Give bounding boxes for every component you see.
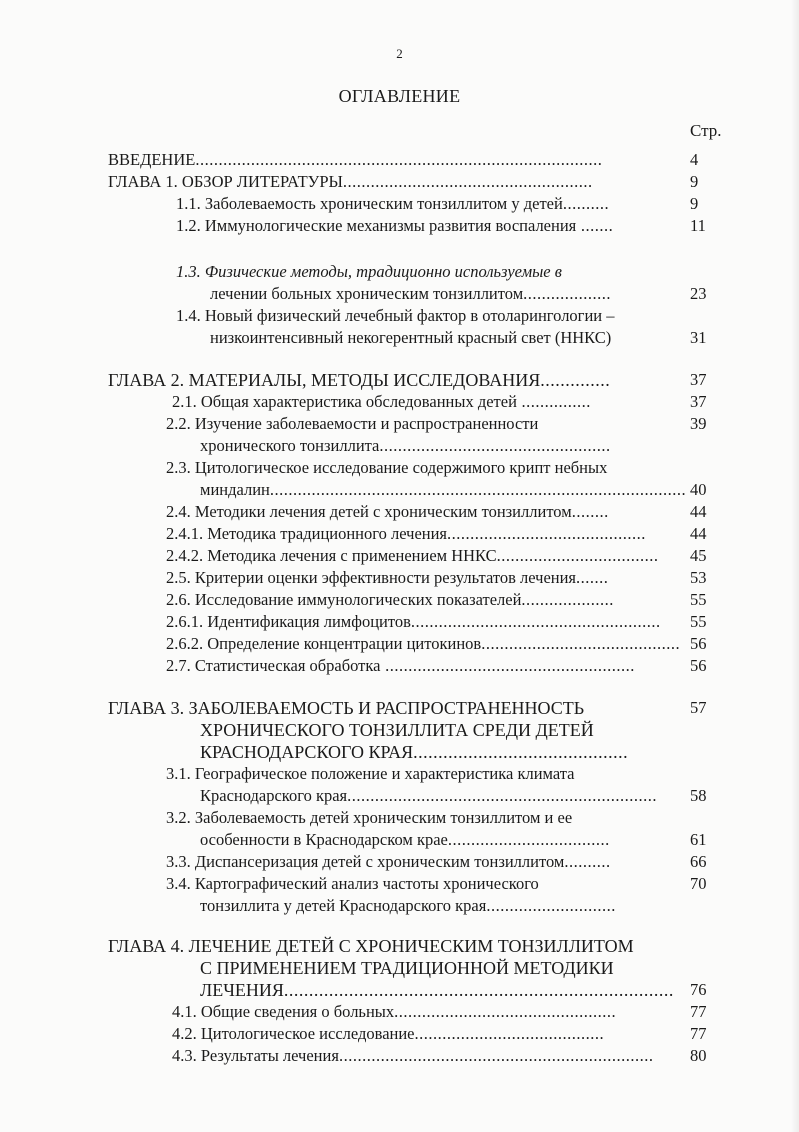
toc-page: 23 [690,284,707,303]
toc-page: 55 [690,590,707,609]
toc-entry-3-4-cont[interactable]: тонзиллита у детей Краснодарского края............................ [200,896,616,915]
page-number: 2 [396,46,403,61]
toc-entry-chapter-4[interactable]: ГЛАВА 4. ЛЕЧЕНИЕ ДЕТЕЙ С ХРОНИЧЕСКИМ ТОНЗИЛЛИТОМ [108,936,634,956]
toc-entry-2-2[interactable]: 2.2. Изучение заболеваемости и распространенности [166,414,539,433]
toc-entry-2-3-cont[interactable]: миндалин.......................................................................................... [200,480,686,499]
toc-page: 4 [690,150,699,169]
toc-page: 55 [690,612,707,631]
toc-page: 9 [690,194,699,213]
toc-entry-2-4-1[interactable]: 2.4.1. Методика традиционного лечения........................................... [166,524,646,543]
toc-page: 44 [690,502,707,521]
toc-page: 66 [690,852,707,871]
toc-page: 76 [690,980,707,999]
toc-entry-chapter-3[interactable]: ГЛАВА 3. ЗАБОЛЕВАЕМОСТЬ И РАСПРОСТРАНЕННОСТЬ [108,698,585,718]
toc-page: 39 [690,414,707,433]
toc-entry-2-5[interactable]: 2.5. Критерии оценки эффективности результатов лечения....... [166,568,609,587]
toc-entry-3-3[interactable]: 3.3. Диспансеризация детей с хроническим тонзиллитом.......... [166,852,611,871]
toc-page: 37 [690,370,707,389]
toc-page: 44 [690,524,707,543]
toc-entry-2-6-2[interactable]: 2.6.2. Определение концентрации цитокинов........................................... [166,634,681,653]
toc-page: 58 [690,786,707,805]
toc-entry-3-4[interactable]: 3.4. Картографический анализ частоты хронического [166,874,539,893]
toc-entry-2-4[interactable]: 2.4. Методики лечения детей с хроническим тонзиллитом........ [166,502,609,521]
toc-entry-2-3[interactable]: 2.3. Цитологическое исследование содержимого крипт небных [166,458,608,477]
toc-entry-1-4[interactable]: 1.4. Новый физический лечебный фактор в отоларингологии – [176,306,615,325]
toc-entry-1-4-cont[interactable]: низкоинтенсивный некогерентный красный свет (ННКС) [210,328,612,347]
toc-entry-1-2[interactable]: 1.2. Иммунологические механизмы развития воспаления ....... [176,216,614,235]
toc-entry-chapter-2[interactable]: ГЛАВА 2. МАТЕРИАЛЫ, МЕТОДЫ ИССЛЕДОВАНИЯ.............. [108,370,611,390]
toc-entry-2-6-1[interactable]: 2.6.1. Идентификация лимфоцитов...................................................... [166,612,661,631]
toc-entry-4-3[interactable]: 4.3. Результаты лечения.................................................................... [172,1046,654,1065]
toc-page: 77 [690,1024,707,1043]
toc-page: 57 [690,698,707,717]
toc-page: 77 [690,1002,707,1021]
toc-page: 61 [690,830,707,849]
toc-entry-3-2-cont[interactable]: особенности в Краснодарском крае................................... [200,830,610,849]
page-edge-shadow [791,0,799,1132]
toc-entry-2-6[interactable]: 2.6. Исследование иммунологических показателей.................... [166,590,614,609]
toc-entry-chapter-4-cont[interactable]: С ПРИМЕНЕНИЕМ ТРАДИЦИОННОЙ МЕТОДИКИ [200,958,614,978]
toc-page: 56 [690,634,707,653]
toc-page: 45 [690,546,707,565]
page-title: ОГЛАВЛЕНИЕ [338,86,461,106]
toc-entry-4-2[interactable]: 4.2. Цитологическое исследование......................................... [172,1024,605,1043]
toc-entry-2-1[interactable]: 2.1. Общая характеристика обследованных детей ............... [172,392,591,411]
toc-page: 53 [690,568,707,587]
toc-page: 56 [690,656,707,675]
toc-entry-2-4-2[interactable]: 2.4.2. Методика лечения с применением ННКС................................... [166,546,659,565]
toc-entry-3-1-cont[interactable]: Краснодарского края................................................................... [200,786,658,805]
toc-page: 70 [690,874,707,893]
toc-entry-3-2[interactable]: 3.2. Заболеваемость детей хроническим тонзиллитом и ее [166,808,573,827]
toc-page: 9 [690,172,699,191]
toc-page: 31 [690,328,707,347]
toc-entry-chapter-3-cont[interactable]: ХРОНИЧЕСКОГО ТОНЗИЛЛИТА СРЕДИ ДЕТЕЙ [200,720,594,740]
toc-entry-chapter-1[interactable]: ГЛАВА 1. ОБЗОР ЛИТЕРАТУРЫ...................................................... [108,172,593,191]
toc-entry-1-1[interactable]: 1.1. Заболеваемость хроническим тонзиллитом у детей.......... [176,194,610,213]
toc-entry-chapter-4-cont[interactable]: ЛЕЧЕНИЯ.............................................................................. [200,980,674,1000]
toc-entry-4-1[interactable]: 4.1. Общие сведения о больных................................................ [172,1002,617,1021]
toc-entry-chapter-3-cont[interactable]: КРАСНОДАРСКОГО КРАЯ........................................... [200,742,629,762]
toc-entry-1-3[interactable]: 1.3. Физические методы, традиционно используемые в [176,262,562,281]
toc-entry-2-2-cont[interactable]: хронического тонзиллита.................................................. [200,436,611,455]
toc-page: 37 [690,392,707,411]
toc-entry-3-1[interactable]: 3.1. Географическое положение и характеристика климата [166,764,575,783]
toc-entry-1-3-cont[interactable]: лечении больных хроническим тонзиллитом................... [210,284,612,303]
toc-page: 80 [690,1046,707,1065]
toc-entry-introduction[interactable]: ВВЕДЕНИЕ........................................................................................ [108,150,603,169]
toc-page: 11 [690,216,706,235]
toc-entry-2-7[interactable]: 2.7. Статистическая обработка ...................................................... [166,656,635,675]
page-column-label: Стр. [690,121,722,140]
toc-page: 40 [690,480,707,499]
